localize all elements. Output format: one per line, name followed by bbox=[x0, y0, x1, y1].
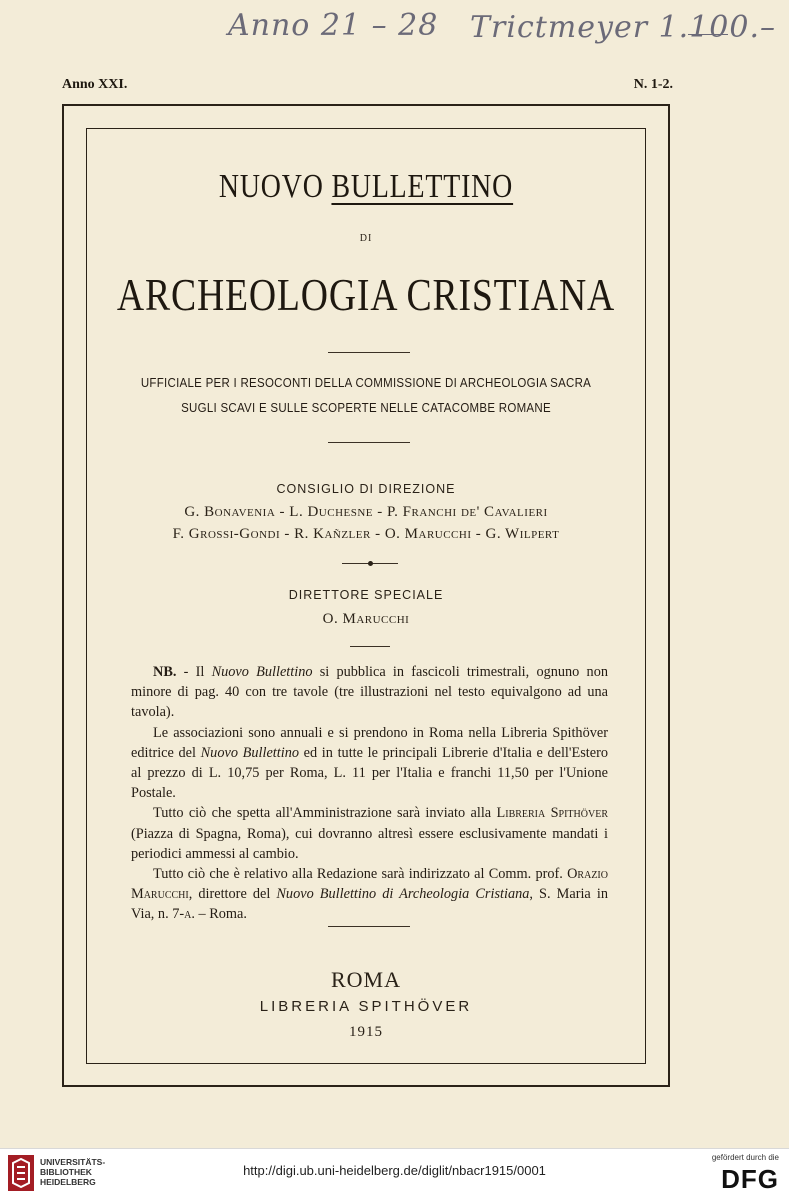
notice-text bbox=[131, 662, 608, 925]
director-heading: DIRETTORE SPECIALE bbox=[288, 588, 444, 602]
director-name: O. Marucchi bbox=[322, 611, 410, 627]
notice-paragraph: Tutto ciò che è relativo alla Redazione sarà indirizzato al Comm. prof. Orazio Marucchi, direttore del Nuovo Bullettino di Archeologia Cristiana, S. Maria in Via, n. 7-a. – Roma. bbox=[131, 866, 608, 923]
notice-paragraph: Tutto ciò che spetta all'Amministrazione sarà inviato alla Libreria Spithöver (Piazza di Spagna, Roma), cui dovranno altresì essere esclusivamente mandati i periodici ammessi al cambio. bbox=[131, 805, 608, 862]
journal-title-line1 bbox=[117, 168, 616, 206]
board-heading: CONSIGLIO DI DIREZIONE bbox=[276, 482, 456, 496]
handwritten-note-year: Anno 21 – 28 bbox=[228, 8, 439, 43]
handwritten-note-price: Trictmeyer 1.100.– bbox=[470, 10, 777, 45]
subtitle-line2: SUGLI SCAVI E SULLE SCOPERTE NELLE CATACOMBE ROMANE bbox=[181, 401, 551, 415]
nb-marker: NB. bbox=[153, 664, 177, 680]
divider bbox=[328, 926, 410, 927]
imprint-city: ROMA bbox=[330, 967, 401, 992]
imprint-publisher: LIBRERIA SPITHÖVER bbox=[259, 998, 473, 1015]
journal-title-line2: ARCHEOLOGIA CRISTIANA bbox=[116, 269, 616, 320]
imprint-year: 1915 bbox=[349, 1024, 383, 1040]
divider bbox=[328, 352, 410, 353]
notice-paragraph: Le associazioni sono annuali e si prendono in Roma nella Libreria Spithöver editrice del Nuovo Bullettino ed in tutte le principali Librerie d'Italia e dell'Estero al prezzo di L. 10,75 per Roma, L. 11 per l'Italia e franchi 11,50 per l'Unione Postale. bbox=[131, 724, 608, 802]
dfg-logo: DFG bbox=[721, 1164, 779, 1194]
title-word-nuovo: NUOVO bbox=[218, 168, 332, 205]
issue-number: N. 1-2. bbox=[633, 77, 673, 92]
sponsor-label: gefördert durch die bbox=[711, 1153, 779, 1162]
notice-paragraph: NB. - Il Nuovo Bullettino si pubblica in fascicoli trimestrali, ognuno non minore di pag. 40 con tre tavole (tre illustrazioni nel testo equivalgono ad una tavola). bbox=[131, 664, 608, 721]
divider bbox=[328, 442, 410, 443]
board-members-line1: G. Bonavenia - L. Duchesne - P. Franchi de' Cavalieri bbox=[184, 504, 548, 520]
ornament-dot bbox=[368, 561, 373, 566]
viewer-footer bbox=[0, 1148, 789, 1199]
board-members-line2: F. Grossi-Gondi - R. Kañzler - O. Marucchi - G. Wilpert bbox=[172, 526, 560, 542]
title-word-bullettino: BULLETTINO bbox=[331, 168, 514, 205]
handwritten-stroke bbox=[688, 34, 728, 35]
title-preposition: DI bbox=[359, 233, 373, 244]
volume-label: Anno XXI. bbox=[62, 77, 128, 92]
divider bbox=[350, 646, 390, 647]
subtitle-line1: UFFICIALE PER I RESOCONTI DELLA COMMISSIONE DI ARCHEOLOGIA SACRA bbox=[140, 376, 592, 390]
library-name: UNIVERSITÄTS- BIBLIOTHEK HEIDELBERG bbox=[40, 1157, 106, 1187]
handwritten-annotation bbox=[0, 4, 789, 54]
permalink-url[interactable]: http://digi.ub.uni-heidelberg.de/diglit/nbacr1915/0001 bbox=[243, 1163, 546, 1178]
